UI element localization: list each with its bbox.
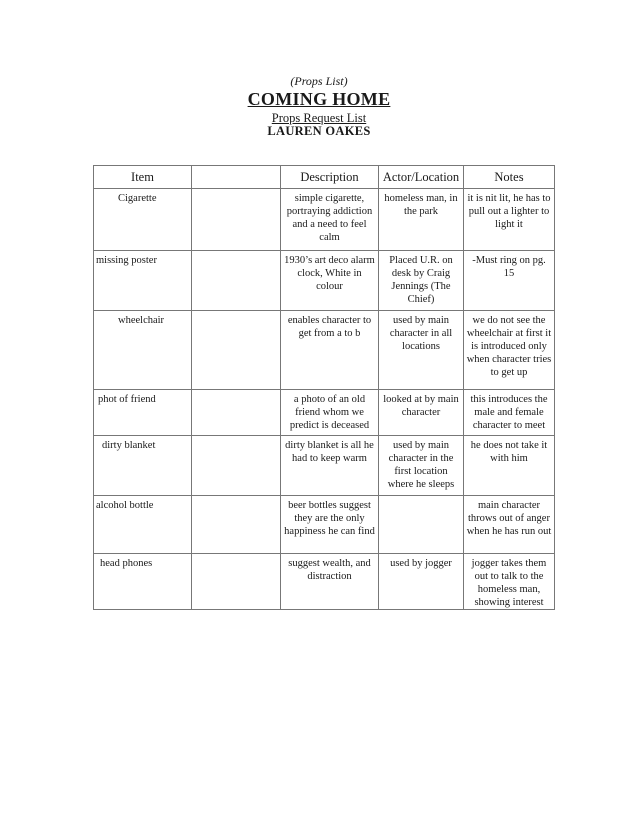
cell-item: head phones [94,554,192,610]
cell-actor-location [379,496,464,554]
cell-item: wheelchair [94,311,192,390]
cell-blank [192,189,281,251]
cell-blank [192,436,281,496]
cell-notes: this introduces the male and female character to meet [464,390,555,436]
column-header-item: Item [94,166,192,189]
cell-actor-location: used by main character in the first location where he sleeps [379,436,464,496]
cell-item: dirty blanket [94,436,192,496]
table-row [94,189,555,251]
cell-blank [192,251,281,311]
document-title: COMING HOME [247,89,391,109]
request-list-heading: Props Request List [271,111,367,125]
table-row [94,436,555,496]
cell-item: missing poster [94,251,192,311]
cell-description: simple cigarette, portraying addiction and a need to feel calm [281,189,379,251]
table-header-row [94,166,555,189]
props-table [93,165,555,610]
cell-blank [192,390,281,436]
table-row [94,390,555,436]
cell-notes: main character throws out of anger when he has run out [464,496,555,554]
table-row [94,496,555,554]
cell-blank [192,554,281,610]
column-header-notes: Notes [464,166,555,189]
cell-blank [192,311,281,390]
column-header-blank [192,166,281,189]
cell-actor-location: used by jogger [379,554,464,610]
cell-description: suggest wealth, and distraction [281,554,379,610]
cell-item: Cigarette [94,189,192,251]
cell-description: a photo of an old friend whom we predict is deceased [281,390,379,436]
cell-description: dirty blanket is all he had to keep warm [281,436,379,496]
cell-description: enables character to get from a to b [281,311,379,390]
cell-notes: jogger takes them out to talk to the homeless man, showing interest [464,554,555,610]
document-subtitle: (Props List) [290,74,348,88]
author-name: LAUREN OAKES [267,124,371,138]
column-header-actor-location: Actor/Location [379,166,464,189]
cell-actor-location: homeless man, in the park [379,189,464,251]
cell-actor-location: Placed U.R. on desk by Craig Jennings (The Chief) [379,251,464,311]
cell-notes: -Must ring on pg. 15 [464,251,555,311]
cell-notes: he does not take it with him [464,436,555,496]
cell-notes: it is nit lit, he has to pull out a lighter to light it [464,189,555,251]
cell-item: alcohol bottle [94,496,192,554]
cell-description: 1930’s art deco alarm clock, White in colour [281,251,379,311]
cell-actor-location: used by main character in all locations [379,311,464,390]
table-row [94,554,555,610]
cell-actor-location: looked at by main character [379,390,464,436]
cell-item: phot of friend [94,390,192,436]
cell-description: beer bottles suggest they are the only happiness he can find [281,496,379,554]
column-header-description: Description [281,166,379,189]
table-row [94,251,555,311]
cell-blank [192,496,281,554]
table-row [94,311,555,390]
cell-notes: we do not see the wheelchair at first it is introduced only when character tries to get up [464,311,555,390]
